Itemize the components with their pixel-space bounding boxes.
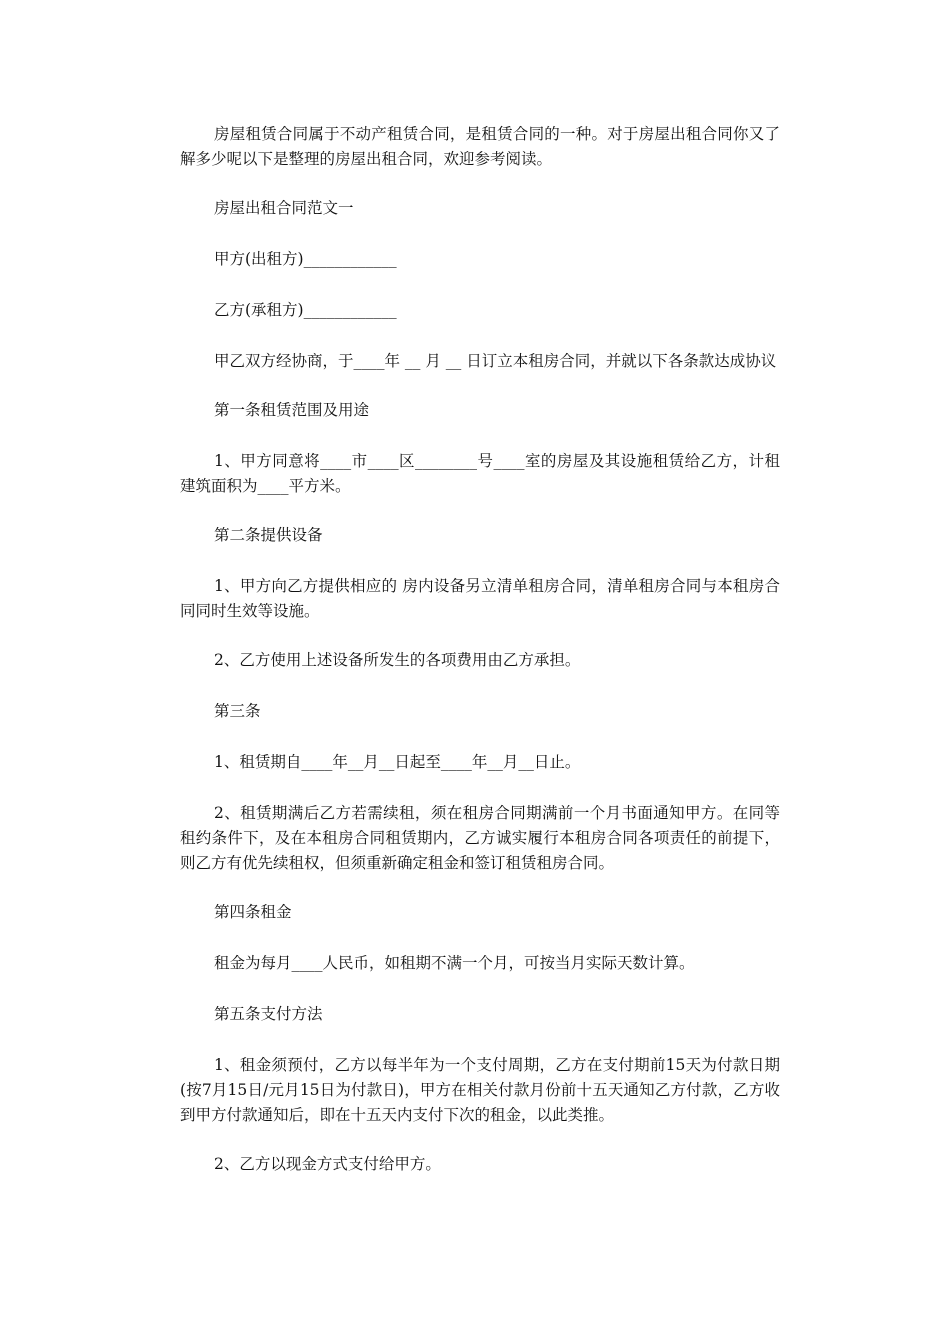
article-1-heading: 第一条租赁范围及用途 <box>214 401 370 419</box>
article-3-clause-2: 2、租赁期满后乙方若需续租，须在租房合同期满前一个月书面通知甲方。在同等租约条件下，及在本租房合同租赁期内，乙方诚实履行本租房合同各项责任的前提下，则乙方有优先续租权，但须重新确定租金和签订租赁租房合同。 <box>180 804 780 872</box>
article-5-heading: 第五条支付方法 <box>214 1005 323 1023</box>
article-5-clause-1: 1、租金须预付，乙方以每半年为一个支付周期，乙方在支付期前15天为付款日期(按7月15日/元月15日为付款日)，甲方在相关付款月份前十五天通知乙方付款，乙方收到甲方付款通知后，即在十五天内支付下次的租金，以此类推。 <box>180 1056 780 1124</box>
party-a-line: 甲方(出租方)____________ <box>214 250 397 268</box>
article-3-heading: 第三条 <box>214 702 261 720</box>
article-2-clause-1: 1、甲方向乙方提供相应的 房内设备另立清单租房合同，清单租房合同与本租房合同同时生效等设施。 <box>180 577 780 620</box>
document-page <box>180 122 780 1201</box>
intro-paragraph: 房屋租赁合同属于不动产租赁合同，是租赁合同的一种。对于房屋出租合同你又了解多少呢以下是整理的房屋出租合同，欢迎参考阅读。 <box>180 125 780 168</box>
party-b-line: 乙方(承租方)____________ <box>214 301 397 319</box>
article-5-clause-2: 2、乙方以现金方式支付给甲方。 <box>214 1155 441 1173</box>
article-4-rent: 租金为每月____人民币，如租期不满一个月，可按当月实际天数计算。 <box>214 954 695 972</box>
agreement-date-paragraph: 甲乙双方经协商，于____年 __ 月 __ 日订立本租房合同，并就以下各条款达成协议 <box>214 352 777 370</box>
article-4-heading: 第四条租金 <box>214 903 292 921</box>
contract-title: 房屋出租合同范文一 <box>214 199 354 217</box>
article-2-clause-2: 2、乙方使用上述设备所发生的各项费用由乙方承担。 <box>214 651 581 669</box>
article-2-heading: 第二条提供设备 <box>214 526 323 544</box>
article-1-clause-1: 1、甲方同意将____市____区________号____室的房屋及其设施租赁给乙方，计租建筑面积为____平方米。 <box>180 452 780 495</box>
article-3-clause-1: 1、租赁期自____年__月__日起至____年__月__日止。 <box>214 753 581 771</box>
